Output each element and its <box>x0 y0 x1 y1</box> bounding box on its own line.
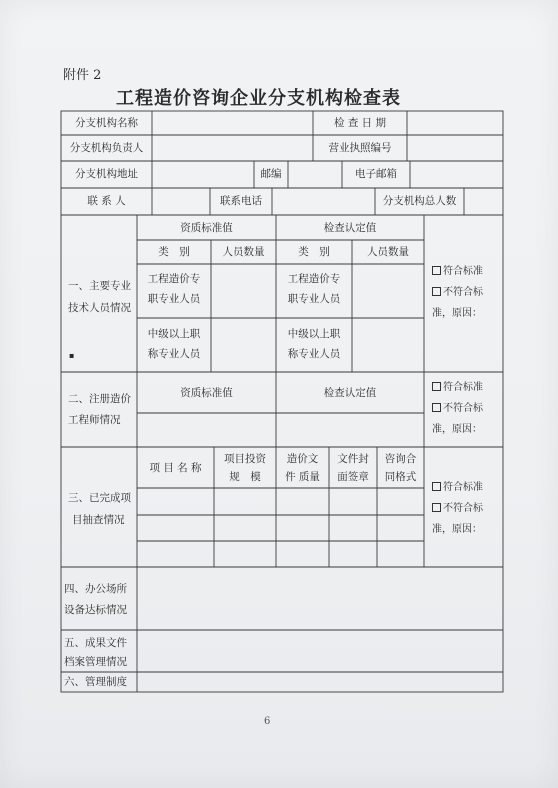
section3-label-line1: 三、已完成项 <box>68 492 131 504</box>
branch-address-label: 分支机构地址 <box>75 168 138 180</box>
col-contract-line2: 同格式 <box>384 471 417 483</box>
section4-label-line2: 设备达标情况 <box>64 604 127 616</box>
mid-title-line1-a: 中级以上职 <box>147 328 201 340</box>
section1-standard-header: 资质标准值 <box>180 222 233 234</box>
checkbox-icon <box>432 266 441 275</box>
license-no-label: 营业执照编号 <box>328 142 392 154</box>
meets-standard-option-2[interactable]: 符合标准 <box>432 378 483 398</box>
meets-standard-option-3[interactable]: 符合标准 <box>432 478 483 498</box>
section6-label: 六、管理制度 <box>64 676 127 688</box>
contact-label: 联 系 人 <box>87 195 126 207</box>
col-doc-line2: 件 质量 <box>285 471 320 483</box>
page-number: 6 <box>264 716 271 727</box>
col-invest-line2: 规 模 <box>229 471 261 483</box>
postcode-label: 邮编 <box>260 168 282 180</box>
not-meets-option-3[interactable]: 不符合标 <box>432 499 483 519</box>
section1-check-header: 检查认定值 <box>323 222 377 234</box>
section3-label-line2: 目抽查情况 <box>72 514 125 526</box>
section4-label-line1: 四、办公场所 <box>64 583 127 595</box>
phone-label: 联系电话 <box>220 195 262 207</box>
section2-standard-header: 资质标准值 <box>180 387 233 399</box>
mid-title-line1-b: 中级以上职 <box>287 328 341 340</box>
reason-text-1: 准，原因： <box>432 308 482 319</box>
cost-staff-line2-b: 职专业人员 <box>287 293 341 305</box>
cost-staff-line1-a: 工程造价专 <box>147 273 201 285</box>
col-invest-line1: 项目投资 <box>224 453 266 465</box>
check-date-label: 检 查 日 期 <box>333 117 386 129</box>
staff-count-header-2: 人员数量 <box>367 246 409 258</box>
attachment-label: 附件 2 <box>63 68 102 83</box>
checkbox-icon <box>432 482 441 491</box>
staff-count-header-1: 人员数量 <box>222 246 265 258</box>
category-header-2: 类 别 <box>298 246 330 258</box>
col-doc-line1: 造价文 <box>286 453 319 465</box>
checkbox-icon <box>432 287 441 296</box>
col-contract-line1: 咨询合 <box>384 453 417 465</box>
section1-label-line2: 技术人员情况 <box>68 302 131 314</box>
category-header-1: 类 别 <box>158 246 190 258</box>
not-meets-option-1[interactable]: 不符合标 <box>432 283 483 303</box>
total-staff-label: 分支机构总人数 <box>382 195 457 207</box>
branch-head-label: 分支机构负责人 <box>69 142 144 154</box>
section2-label-line1: 二、注册造价 <box>68 393 131 405</box>
not-meets-option-2[interactable]: 不符合标 <box>432 399 483 419</box>
form-title: 工程造价咨询企业分支机构检查表 <box>116 88 401 109</box>
branch-name-label: 分支机构名称 <box>75 117 138 129</box>
section5-label-line1: 五、成果文件 <box>64 637 127 649</box>
cost-staff-line1-b: 工程造价专 <box>287 273 341 285</box>
col-project-name: 项 目 名 称 <box>149 462 202 474</box>
section2-label-line2: 工程师情况 <box>68 414 121 426</box>
meets-standard-option-1[interactable]: 符合标准 <box>432 262 483 282</box>
mid-title-line2-a: 称专业人员 <box>147 348 201 360</box>
checkbox-icon <box>432 403 441 412</box>
reason-text-2: 准，原因： <box>432 424 482 435</box>
mid-title-line2-b: 称专业人员 <box>287 348 341 360</box>
email-label: 电子邮箱 <box>355 168 397 180</box>
checkbox-icon <box>432 382 441 391</box>
col-seal-line2: 面签章 <box>337 471 369 483</box>
section1-marker: ▪ <box>69 351 75 360</box>
cost-staff-line2-a: 职专业人员 <box>147 293 201 305</box>
col-seal-line1: 文件封 <box>337 453 369 465</box>
section5-label-line2: 档案管理情况 <box>64 656 127 668</box>
reason-text-3: 准，原因： <box>432 524 482 535</box>
checkbox-icon <box>432 503 441 512</box>
section1-label-line1: 一、主要专业 <box>68 280 131 292</box>
section2-check-header: 检查认定值 <box>323 387 377 399</box>
